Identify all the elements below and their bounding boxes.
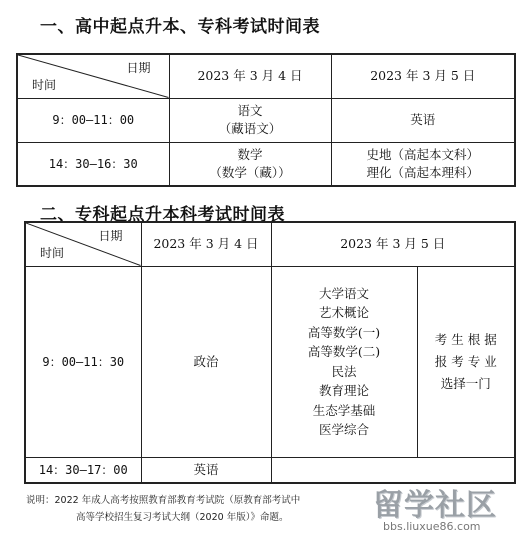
section2-heading: 二、专科起点升本科考试时间表 xyxy=(40,205,285,225)
subject-line: 史地（高起本文科） xyxy=(366,146,479,162)
subject-line: 艺术概论 xyxy=(318,305,369,320)
subject-cell xyxy=(169,98,331,142)
remark-cell xyxy=(417,266,515,457)
subject-line: （藏语文） xyxy=(218,121,282,136)
table2-corner-cell xyxy=(25,222,141,266)
footnote xyxy=(26,492,376,526)
subject-line: 民法 xyxy=(331,363,357,379)
subject-line: 高等数学(一) xyxy=(307,324,381,340)
remark-line: 选择一门 xyxy=(440,375,491,391)
footnote-line-2: 高等学校招生复习考试大纲（2020 年版）》命题。 xyxy=(76,512,289,523)
subject-cell: 政治 xyxy=(141,266,271,457)
table2-col1-header: 2023 年 3 月 4 日 xyxy=(141,222,271,266)
table1-corner-cell xyxy=(17,54,169,98)
subject-cell xyxy=(331,142,515,186)
subject-line: 高等数学(二) xyxy=(307,344,381,359)
schedule-table-2 xyxy=(24,221,516,484)
time-cell: 14：30—16：30 xyxy=(17,142,169,186)
subject-line: 生态学基础 xyxy=(312,402,376,418)
corner-time-label: 时间 xyxy=(40,245,65,260)
table-row xyxy=(25,266,515,457)
schedule-table-1 xyxy=(16,53,516,187)
subject-line: 大学语文 xyxy=(318,285,369,301)
corner-time-label: 时间 xyxy=(32,77,57,92)
table-row xyxy=(17,142,515,186)
subject-line: 教育理论 xyxy=(318,383,369,398)
table2-col2-header: 2023 年 3 月 5 日 xyxy=(271,222,515,266)
subject-line: 医学综合 xyxy=(318,422,369,437)
section1-heading: 一、高中起点升本、专科考试时间表 xyxy=(40,17,320,37)
subject-cell xyxy=(169,142,331,186)
subject-line: 英语 xyxy=(410,112,436,127)
time-cell: 9：00—11：30 xyxy=(25,266,141,457)
time-cell: 14：30—17：00 xyxy=(25,457,141,483)
table-row xyxy=(17,98,515,142)
table1-col2-header: 2023 年 3 月 5 日 xyxy=(331,54,515,98)
subject-line: 理化（高起本理科） xyxy=(366,164,479,180)
remark-line: 报 考 专 业 xyxy=(434,353,497,369)
subject-cell: 英语 xyxy=(141,457,271,483)
watermark-logo xyxy=(373,480,523,540)
watermark-url: bbs.liuxue86.com xyxy=(383,520,481,533)
subject-list-cell xyxy=(271,266,417,457)
subject-line: 语文 xyxy=(237,103,263,118)
remark-line: 考 生 根 据 xyxy=(434,331,497,347)
time-cell: 9：00—11：00 xyxy=(17,98,169,142)
watermark-title: 留学社区 xyxy=(373,488,497,523)
subject-line: 数学 xyxy=(237,146,263,162)
subject-cell xyxy=(331,98,515,142)
table1-col1-header: 2023 年 3 月 4 日 xyxy=(169,54,331,98)
subject-line: （数学（藏）） xyxy=(209,164,291,180)
footnote-line-1: 说明：2022 年成人高考按照教育部教育考试院（原教育部考试中 xyxy=(26,495,301,506)
corner-date-label: 日期 xyxy=(98,229,123,243)
corner-date-label: 日期 xyxy=(126,61,151,75)
